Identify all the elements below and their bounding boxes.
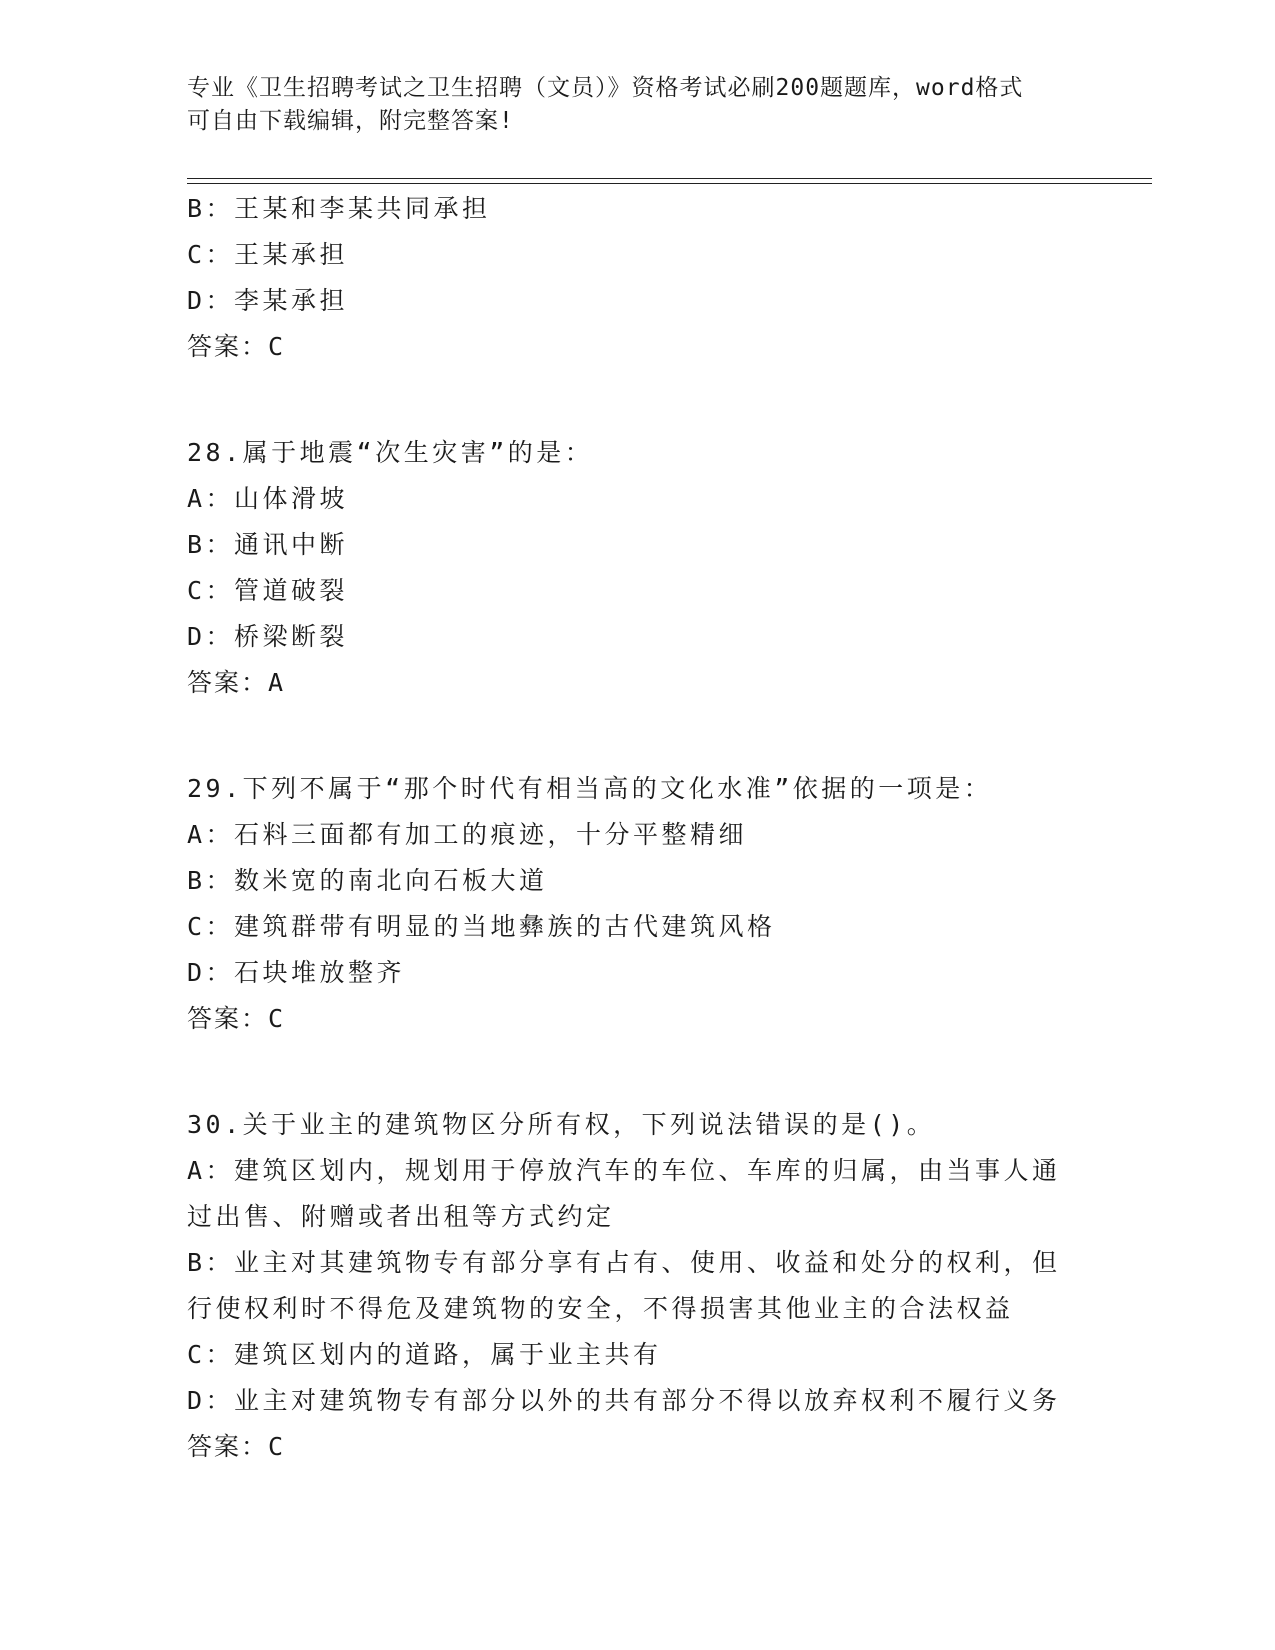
question-spacer <box>187 370 1077 430</box>
option-c: C：建筑区划内的道路，属于业主共有 <box>187 1340 662 1369</box>
question-block-30 <box>187 1102 1077 1470</box>
header-double-rule <box>187 178 1152 184</box>
answer-label: 答案： <box>187 668 269 697</box>
option-d: D：李某承担 <box>187 286 349 315</box>
question-block-28 <box>187 430 1077 706</box>
option-b: B：王某和李某共同承担 <box>187 194 491 223</box>
option-a: A：山体滑坡 <box>187 484 349 513</box>
answer-value: A <box>268 668 286 697</box>
option-a: A：石料三面都有加工的痕迹，十分平整精细 <box>187 820 748 849</box>
question-stem: 30.关于业主的建筑物区分所有权，下列说法错误的是()。 <box>187 1110 936 1139</box>
option-a: A：建筑区划内，规划用于停放汽车的车位、车库的归属，由当事人通过出售、附赠或者出租等方式约定 <box>187 1156 1061 1231</box>
option-b: B：通讯中断 <box>187 530 349 559</box>
answer-line <box>187 660 1077 706</box>
answer-label: 答案： <box>187 332 269 361</box>
question-spacer <box>187 1042 1077 1102</box>
answer-value: C <box>268 1432 286 1461</box>
option-c: C：管道破裂 <box>187 576 349 605</box>
answer-value: C <box>268 332 286 361</box>
option-d: D：石块堆放整齐 <box>187 958 406 987</box>
answer-line <box>187 996 1077 1042</box>
question-block-29 <box>187 766 1077 1042</box>
answer-value: C <box>268 1004 286 1033</box>
question-spacer <box>187 706 1077 766</box>
answer-label: 答案： <box>187 1004 269 1033</box>
answer-line <box>187 324 1077 370</box>
question-stem: 29.下列不属于“那个时代有相当高的文化水准”依据的一项是： <box>187 774 993 803</box>
header-title-line-2: 可自由下载编辑，附完整答案! <box>187 108 514 134</box>
question-block-27 <box>187 186 1077 370</box>
document-header <box>187 72 1067 138</box>
option-d: D：业主对建筑物专有部分以外的共有部分不得以放弃权利不履行义务 <box>187 1386 1061 1415</box>
answer-label: 答案： <box>187 1432 269 1461</box>
option-b: B：数米宽的南北向石板大道 <box>187 866 548 895</box>
answer-line <box>187 1424 1077 1470</box>
option-c: C：建筑群带有明显的当地彝族的古代建筑风格 <box>187 912 776 941</box>
option-b: B：业主对其建筑物专有部分享有占有、使用、收益和处分的权利，但行使权利时不得危及建筑物的安全，不得损害其他业主的合法权益 <box>187 1248 1061 1323</box>
question-stem: 28.属于地震“次生灾害”的是： <box>187 438 594 467</box>
option-c: C：王某承担 <box>187 240 349 269</box>
header-title-line-1: 专业《卫生招聘考试之卫生招聘（文员）》资格考试必刷200题题库，word格式 <box>187 75 1024 101</box>
document-body <box>187 186 1077 1470</box>
option-d: D：桥梁断裂 <box>187 622 349 651</box>
